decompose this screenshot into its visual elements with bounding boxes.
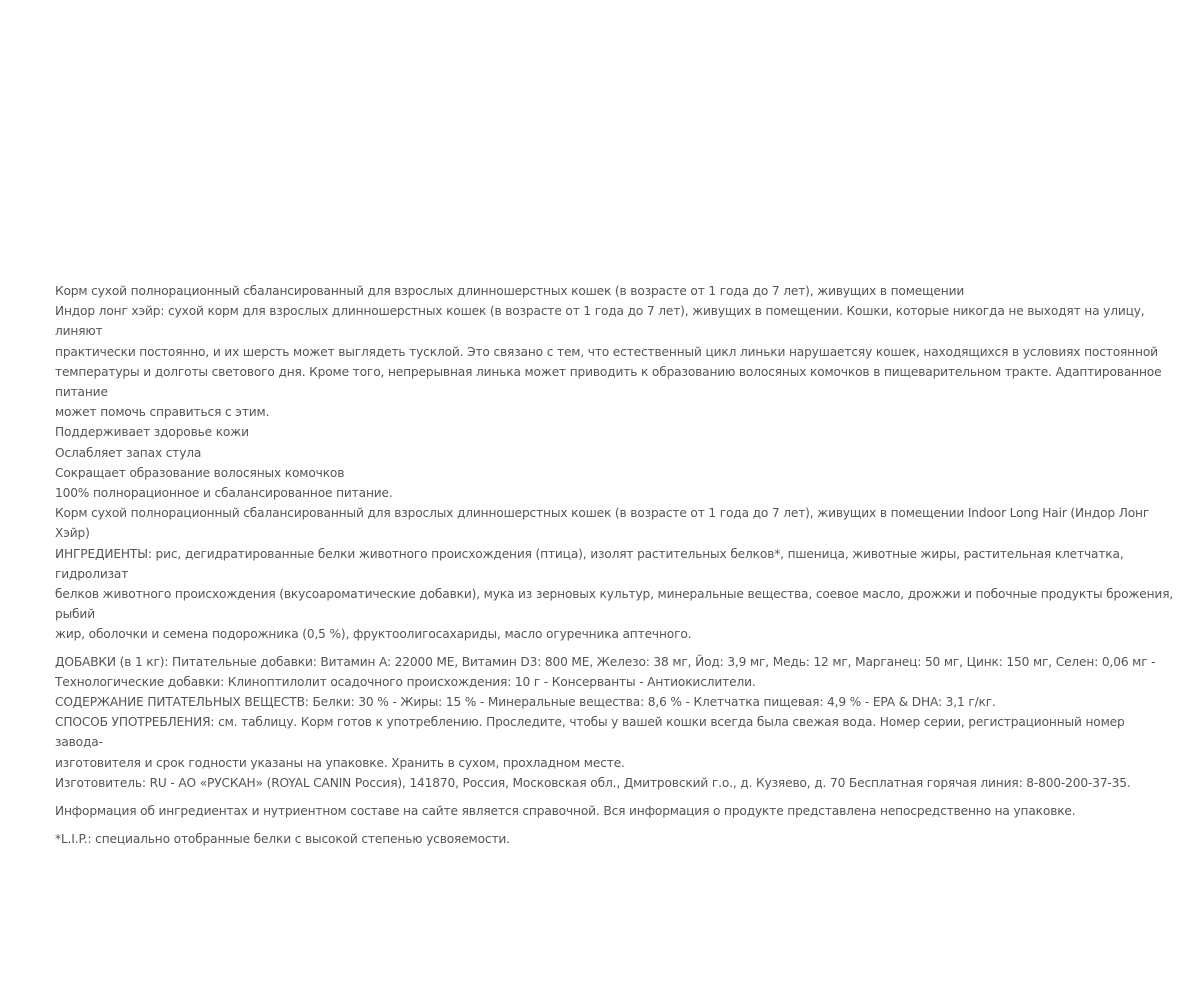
description-section [55,281,1175,645]
footnote-text: *L.I.P.: специально отобранные белки с высокой степенью усвояемости. [55,832,510,847]
intro-line: температуры и долготы светового дня. Кроме того, непрерывная линька может приводить к образованию волосяных комочков в пищеварительном тракте. Адаптированное питание [55,364,1162,400]
footnote-section [55,829,1175,849]
additives-line: Технологические добавки: Клиноптилолит осадочного происхождения: 10 г - Консерванты - Антиокислители. [55,674,756,689]
benefit-item: Поддерживает здоровье кожи [55,425,249,440]
benefit-item: Ослабляет запах стула [55,445,202,460]
ingredients-line: жир, оболочки и семена подорожника (0,5 %), фруктоолигосахариды, масло огуречника аптечного. [55,627,692,642]
disclaimer-text: Информация об ингредиентах и нутриентном составе на сайте является справочной. Вся информация о продукте представлена непосредственно на упаковке. [55,804,1076,819]
product-description [55,281,1175,849]
product-full-name: Корм сухой полнорационный сбалансированный для взрослых длинношерстных кошек (в возрасте от 1 года до 7 лет), живущих в помещении Indoor Long Hair (Индор Лонг Хэйр) [55,506,1150,541]
product-title: Корм сухой полнорационный сбалансированный для взрослых длинношерстных кошек (в возрасте от 1 года до 7 лет), живущих в помещении [55,284,965,298]
usage-line: изготовителя и срок годности указаны на упаковке. Хранить в сухом, прохладном месте. [55,755,625,770]
ingredients-line: белков животного происхождения (вкусоароматические добавки), мука из зерновых культур, минеральные вещества, соевое масло, дрожжи и побочные продукты брожения, рыбий [55,587,1174,622]
intro-line: Индор лонг хэйр: сухой корм для взрослых длинношерстных кошек (в возрасте от 1 года до 7 лет), живущих в помещении. Кошки, которые никогда не выходят на улицу, линяют [55,304,1145,339]
specs-section [55,652,1175,793]
intro-line: может помочь справиться с этим. [55,405,270,420]
benefit-item: Сокращает образование волосяных комочков [55,465,345,480]
nutrients-line: СОДЕРЖАНИЕ ПИТАТЕЛЬНЫХ ВЕЩЕСТВ: Белки: 30 % - Жиры: 15 % - Минеральные вещества: 8,6 % - Клетчатка пищевая: 4,9 % - EPA & DHA: 3,1 г/кг. [55,695,996,710]
ingredients-line: ИНГРЕДИЕНТЫ: рис, дегидратированные белки животного происхождения (птица), изолят растительных белков*, пшеница, животные жиры, растительная клетчатка, гидролизат [55,546,1124,581]
benefit-item: 100% полнорационное и сбалансированное питание. [55,486,393,501]
manufacturer-line: Изготовитель: RU - АО «РУСКАН» (ROYAL CANIN Россия), 141870, Россия, Московская обл., Дмитровский г.о., д. Кузяево, д. 70 Бесплатная горячая линия: 8-800-200-37-35. [55,775,1131,790]
disclaimer-section [55,801,1175,821]
intro-line: практически постоянно, и их шерсть может выглядеть тусклой. Это связано с тем, что естественный цикл линьки нарушаетсяу кошек, находящихся в условиях постоянной [55,344,1158,359]
usage-line: СПОСОБ УПОТРЕБЛЕНИЯ: см. таблицу. Корм готов к употреблению. Проследите, чтобы у вашей кошки всегда была свежая вода. Номер серии, регистрационный номер завода- [55,715,1125,750]
additives-line: ДОБАВКИ (в 1 кг): Питательные добавки: Витамин A: 22000 МЕ, Витамин D3: 800 МЕ, Железо: 38 мг, Йод: 3,9 мг, Медь: 12 мг, Марганец: 50 мг, Цинк: 150 мг, Селен: 0,06 мг - [55,654,1156,669]
